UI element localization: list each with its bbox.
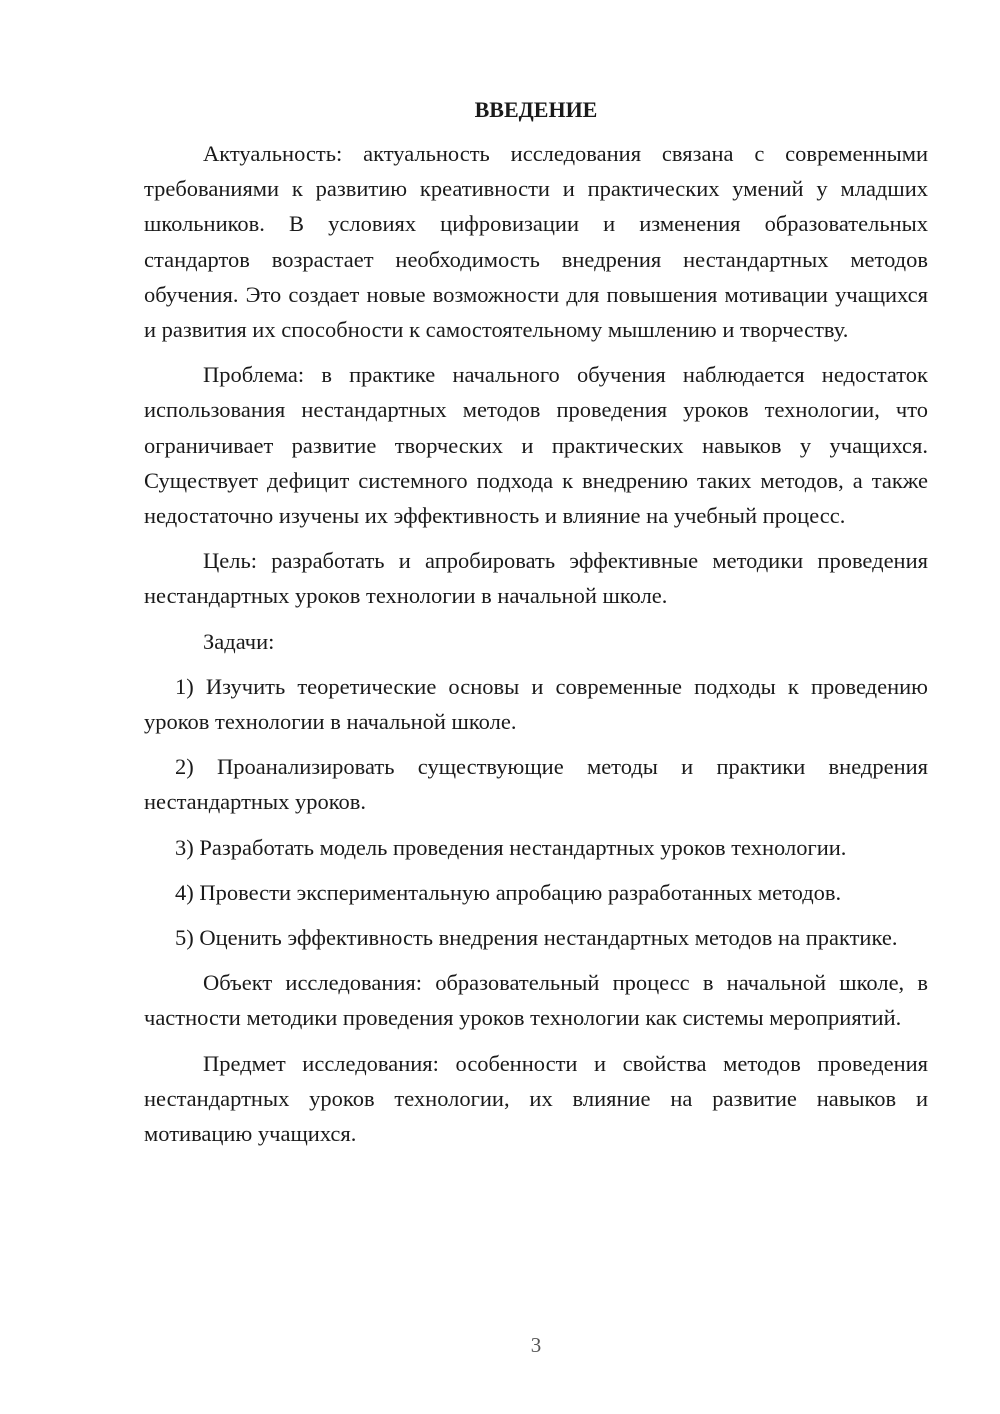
paragraph-problem: Проблема: в практике начального обучения наблюдается недостаток использования нестандартных методов проведения уроков технологии, что ограничивает развитие творческих и практических навыков у учащихся. Существует дефицит системного подхода к внедрению таких методов, а также недостаточно изучены их эффективность и влияние на учебный процесс.	[144, 362, 928, 529]
task-item-1: 1) Изучить теоретические основы и современные подходы к проведению уроков технологии в начальной школе.	[144, 673, 928, 735]
section-title: ВВЕДЕНИЕ	[474, 97, 598, 122]
paragraph-object: Объект исследования: образовательный процесс в начальной школе, в частности методики проведения уроков технологии как системы мероприятий.	[144, 970, 928, 1031]
task-item-2: 2) Проанализировать существующие методы и практики внедрения нестандартных уроков.	[144, 754, 928, 815]
task-item-4: 4) Провести экспериментальную апробацию разработанных методов.	[175, 879, 842, 905]
task-item-5: 5) Оценить эффективность внедрения нестандартных методов на практике.	[175, 925, 898, 951]
paragraph-goal: Цель: разработать и апробировать эффективные методики проведения нестандартных уроков технологии в начальной школе.	[144, 548, 928, 609]
paragraph-subject: Предмет исследования: особенности и свойства методов проведения нестандартных уроков технологии, их влияние на развитие навыков и мотивацию учащихся.	[144, 1050, 928, 1147]
tasks-label: Задачи:	[203, 628, 275, 654]
page-number: 3	[530, 1333, 542, 1357]
paragraph-relevance: Актуальность: актуальность исследования связана с современными требованиями к развитию креативности и практических умений у младших школьников. В условиях цифровизации и изменения образовательных стандартов возрастает необходимость внедрения нестандартных методов обучения. Это создает новые возможности для повышения мотивации учащихся и развития их способности к самостоятельному мышлению и творчеству.	[144, 141, 928, 343]
task-item-3: 3) Разработать модель проведения нестандартных уроков технологии.	[175, 834, 847, 860]
page-content	[144, 92, 928, 1161]
